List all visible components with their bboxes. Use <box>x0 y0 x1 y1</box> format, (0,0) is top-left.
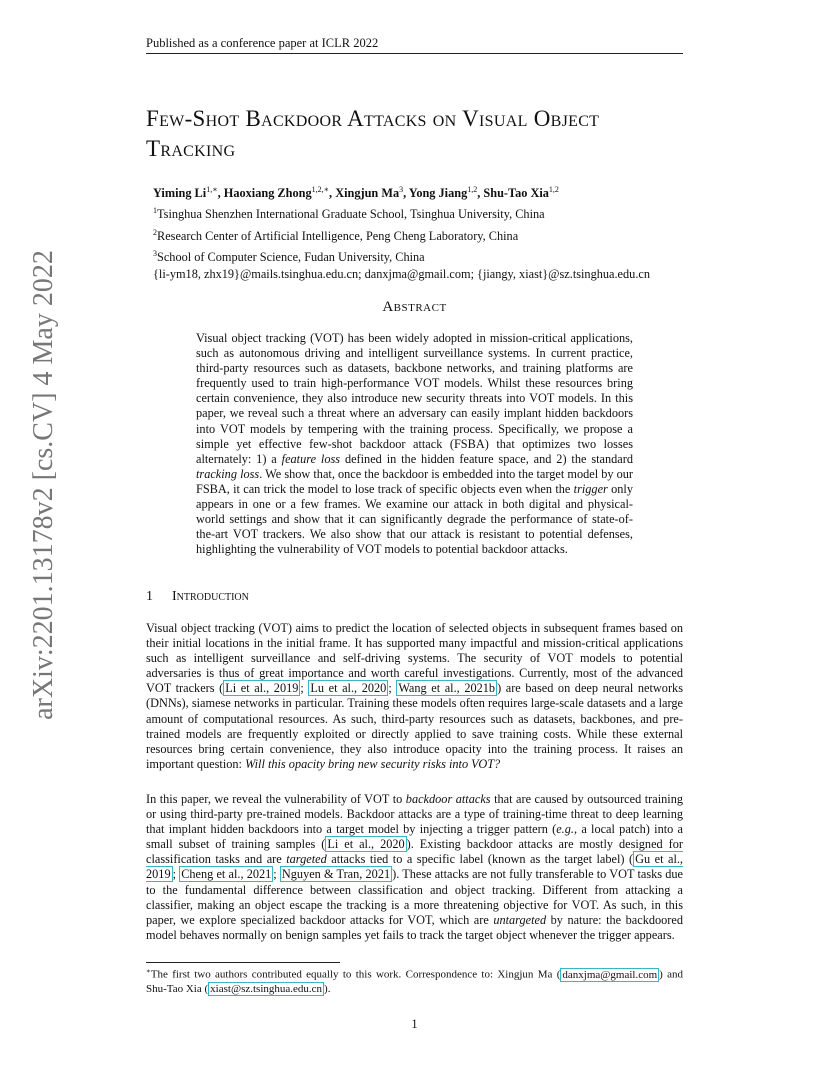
citation-link[interactable]: Gu et al., 2019 <box>146 852 684 882</box>
intro-paragraph-1: Visual object tracking (VOT) aims to predict the location of selected objects in subsequent frames based on their initial locations in the initial frame. It has supported many impactful and mission-critical applications such as intelligent surveillance and self-driving systems. The security of VOT models to potential adversaries is thus of great importance and worth careful investigations. Currently, most of the advanced VOT trackers ( Li et al., 2019 ; Lu et al., 2020 ; Wang et al., 2021b ) are based on deep neural networks (DNNs), siamese networks in particular. Training these models often requires large-scale datasets and a large amount of computational resources. As such, third-party resources such as datasets, backbones, and pre-trained models are frequently exploited or directly applied to save training costs. While these external resources bring certain convenience, they also introduce opacity into the training process. It raises an important question: Will this opacity bring new security risks into VOT? <box>146 621 683 771</box>
email-link[interactable]: danxjma@gmail.com <box>562 968 658 981</box>
affiliation-3: $^3$School of Computer Science, Fudan University, China <box>153 248 425 264</box>
footnote-rule <box>146 962 340 963</box>
email-link[interactable]: xiast@sz.tsinghua.edu.cn <box>210 982 323 995</box>
author-3: Xingjun Ma <box>335 186 400 201</box>
affiliation-1: $^1$Tsinghua Shenzhen International Graduate School, Tsinghua University, China <box>153 206 545 222</box>
affiliation-2: $^2$Research Center of Artificial Intelligence, Peng Cheng Laboratory, China <box>153 227 519 243</box>
author-emails: {li-ym18, zhx19}@mails.tsinghua.edu.cn; danxjma@gmail.com; {jiangy, xiast}@sz.tsinghua.edu.cn <box>153 267 650 282</box>
author-block <box>153 181 713 283</box>
arxiv-identifier-text: arXiv:2201.13178v2 [cs.CV] 4 May 2022 <box>28 250 59 720</box>
footnote: ∗The first two authors contributed equally to this work. Correspondence to: Xingjun Ma ( danxjma@gmail.com ) and Shu-Tao Xia ( xiast@sz.tsinghua.edu.cn ). <box>146 967 684 995</box>
citation-link[interactable]: Wang et al., 2021b <box>398 681 496 696</box>
author-5: Shu-Tao Xia <box>483 186 549 201</box>
author-1: Yiming Li <box>153 186 207 201</box>
paper-title <box>146 104 706 164</box>
title-line-1: Few-Shot Backdoor Attacks on Visual Object <box>146 106 600 131</box>
header-rule <box>146 53 683 54</box>
citation-link[interactable]: Lu et al., 2020 <box>310 681 387 696</box>
author-2-affil: 1,2,∗ <box>311 185 330 194</box>
author-2: Haoxiang Zhong <box>223 186 312 201</box>
citation-link[interactable]: Cheng et al., 2021 <box>181 867 272 882</box>
section-title: Introduction <box>172 589 249 604</box>
author-1-affil: 1,∗ <box>206 185 218 194</box>
author-4: Yong Jiang <box>408 186 468 201</box>
page-number: 1 <box>411 1017 418 1031</box>
section-heading-introduction <box>146 589 249 605</box>
citation-link[interactable]: Li et al., 2020 <box>327 837 405 852</box>
author-5-affil: 1,2 <box>548 185 559 194</box>
arxiv-identifier <box>26 250 62 720</box>
section-number: 1 <box>146 589 153 604</box>
citation-link[interactable]: Nguyen & Tran, 2021 <box>281 867 391 882</box>
running-header: Published as a conference paper at ICLR 2022 <box>146 36 379 50</box>
abstract-heading: Abstract <box>382 299 447 315</box>
abstract-text: Visual object tracking (VOT) has been widely adopted in mission-critical applications, such as autonomous driving and intelligent surveillance systems. In current practice, third-party resources such as datasets, backbone networks, and training platforms are frequently used to train high-performance VOT models. Whilst these resources bring certain convenience, they also introduce new security threats into VOT models. In this paper, we reveal such a threat where an adversary can easily implant hidden backdoors into VOT models by tempering with the training process. Specifically, we propose a simple yet effective few-shot backdoor attack (FSBA) that optimizes two losses alternately: 1) a feature loss defined in the hidden feature space, and 2) the standard tracking loss. We show that, once the backdoor is embedded into the target model by our FSBA, it can trick the model to lose track of specific objects even when the trigger only appears in one or a few frames. We examine our attack in both digital and physical-world settings and show that it can significantly degrade the performance of state-of-the-art VOT trackers. We also show that our attack is resistant to potential defenses, highlighting the vulnerability of VOT models to potential backdoor attacks. <box>196 331 633 557</box>
title-line-2: Tracking <box>146 136 236 161</box>
author-3-affil: 3 <box>399 185 404 194</box>
intro-paragraph-2: In this paper, we reveal the vulnerability of VOT to backdoor attacks that are caused by outsourced training or using third-party pre-trained models. Backdoor attacks are a type of training-time threat to deep learning that implant hidden backdoors into a target model by injecting a trigger pattern (e.g., a local patch) into a small subset of training samples ( Li et al., 2020 ). Existing backdoor attacks are mostly designed for classification tasks and are targeted attacks tied to a specific label (known as the target label) ( Gu et al., 2019 ; Cheng et al., 2021 ; Nguyen & Tran, 2021 ). These attacks are not fully transferable to VOT tasks due to the fundamental difference between classification and object tracking. Different from attacking a classifier, making an object escape the tracking is a more threatening objective for VOT. As such, in this paper, we explore specialized backdoor attacks for VOT, which are untargeted by nature: the backdoored model behaves normally on benign samples yet fails to track the target object whenever the trigger appears. <box>146 792 684 942</box>
author-4-affil: 1,2 <box>467 185 478 194</box>
author-names: Yiming $Li^{1,∗}$, Haoxiang Zhong$^{1,2,∗}$, Xingjun Ma$^3$, Yong Jiang$^{1,2}$, Shu-Tao Xia$^{1,2}$ <box>153 185 559 201</box>
citation-link[interactable]: Li et al., 2019 <box>225 681 299 696</box>
